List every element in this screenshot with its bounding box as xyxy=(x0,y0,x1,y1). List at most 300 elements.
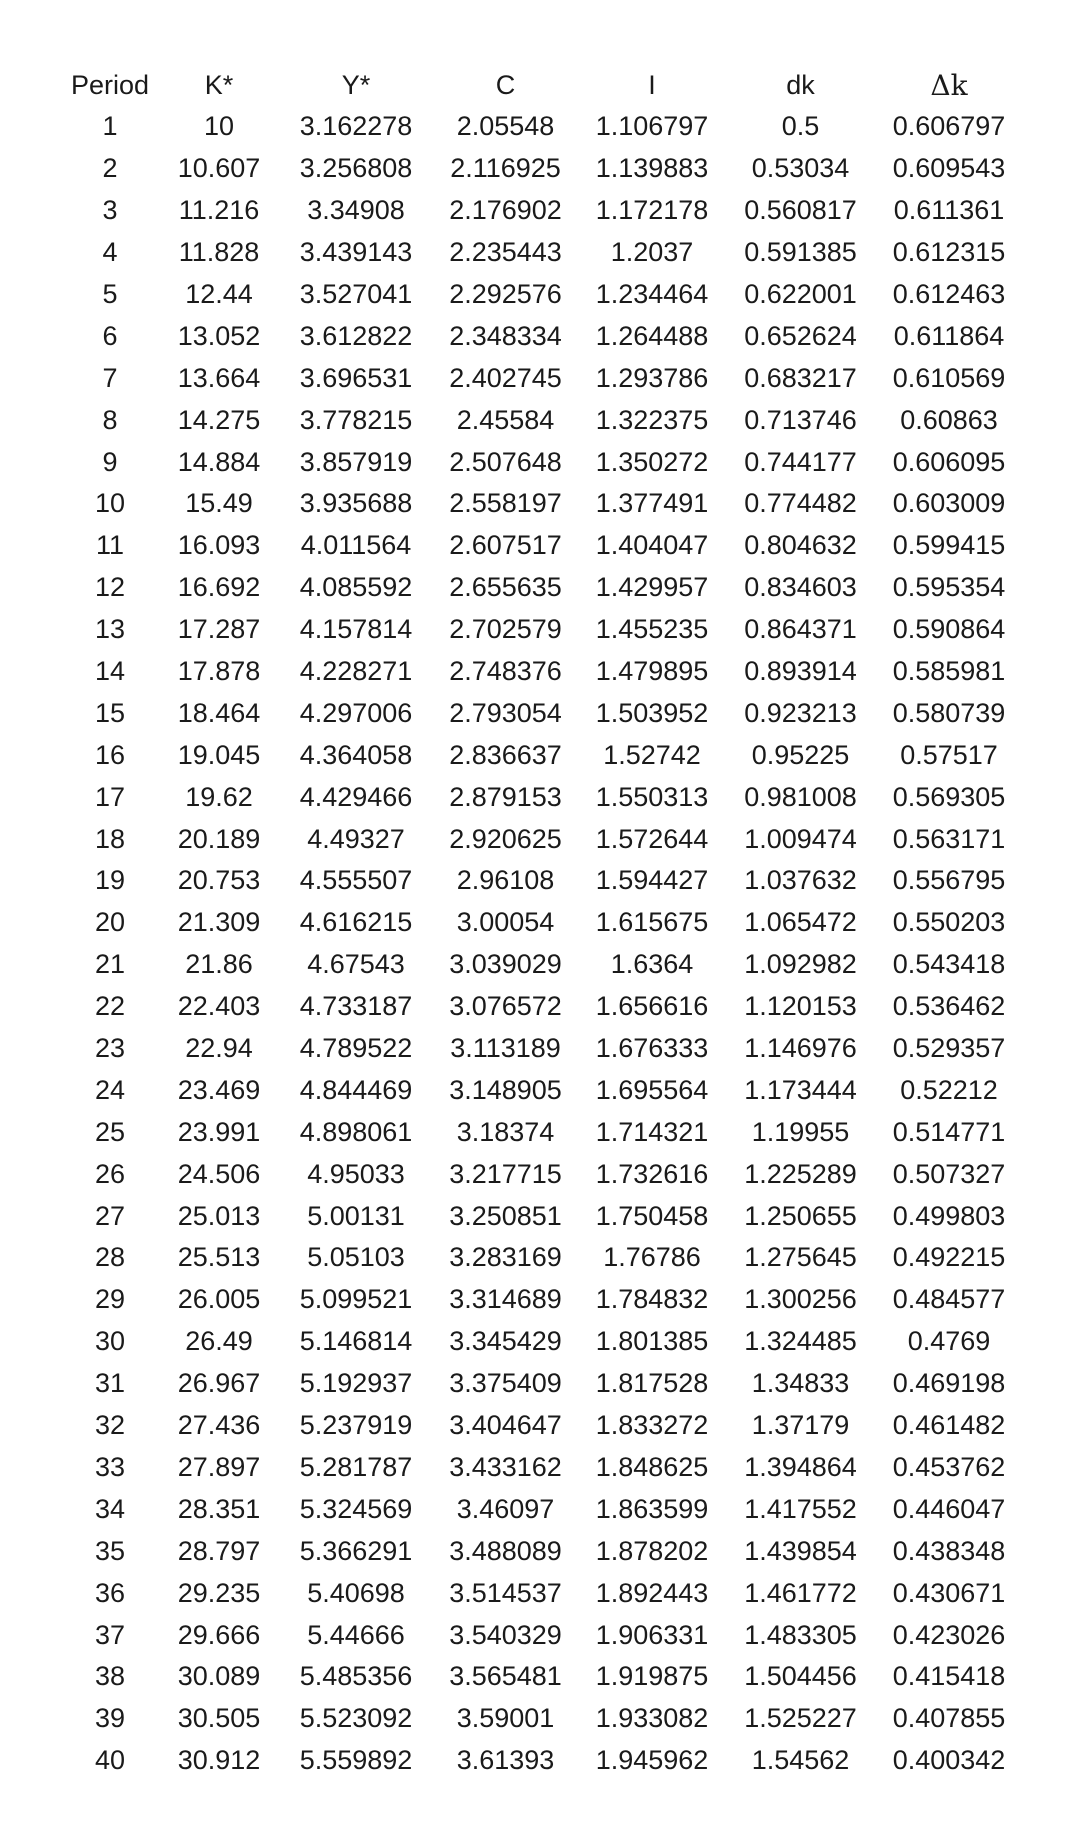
cell-y-star: 5.523092 xyxy=(299,1703,413,1734)
cell-delta-k: 0.461482 xyxy=(892,1410,1006,1441)
cell-k-star: 19.045 xyxy=(177,739,261,770)
table-row xyxy=(62,1111,1022,1153)
cell-delta-k: 0.529357 xyxy=(892,1033,1006,1064)
table-row xyxy=(62,860,1022,902)
cell-i: 1.106797 xyxy=(595,111,709,142)
cell-period: 28 xyxy=(94,1242,126,1273)
cell-delta-k: 0.57517 xyxy=(900,739,998,770)
header-y-star: Y* xyxy=(341,69,371,100)
table-row xyxy=(62,1153,1022,1195)
cell-dk: 0.560817 xyxy=(744,195,857,226)
cell-c: 3.565481 xyxy=(449,1661,562,1692)
cell-period: 36 xyxy=(94,1577,126,1608)
cell-k-star: 10.607 xyxy=(177,153,261,184)
cell-dk: 0.981008 xyxy=(744,781,857,812)
cell-k-star: 21.86 xyxy=(185,949,253,980)
cell-delta-k: 0.543418 xyxy=(892,949,1006,980)
cell-k-star: 14.884 xyxy=(177,446,261,477)
cell-y-star: 5.237919 xyxy=(299,1410,413,1441)
cell-k-star: 25.013 xyxy=(177,1200,261,1231)
cell-i: 1.892443 xyxy=(595,1577,709,1608)
cell-c: 2.879153 xyxy=(449,781,562,812)
header-i: I xyxy=(648,69,656,100)
cell-c: 3.61393 xyxy=(456,1745,555,1776)
cell-dk: 0.591385 xyxy=(744,237,857,268)
cell-delta-k: 0.585981 xyxy=(892,656,1006,687)
table-row xyxy=(62,692,1022,734)
table-row xyxy=(62,651,1022,693)
cell-k-star: 30.089 xyxy=(177,1661,261,1692)
cell-y-star: 3.696531 xyxy=(299,362,413,393)
cell-dk: 1.34833 xyxy=(751,1368,850,1399)
table-row xyxy=(62,1028,1022,1070)
cell-period: 18 xyxy=(94,823,126,854)
cell-y-star: 4.011564 xyxy=(300,530,412,561)
cell-i: 1.429957 xyxy=(595,572,709,603)
cell-k-star: 14.275 xyxy=(177,404,261,435)
cell-y-star: 5.00131 xyxy=(307,1200,405,1231)
cell-period: 13 xyxy=(94,614,126,645)
cell-period: 26 xyxy=(94,1158,126,1189)
cell-delta-k: 0.499803 xyxy=(892,1200,1006,1231)
cell-delta-k: 0.611361 xyxy=(893,195,1005,226)
cell-i: 1.801385 xyxy=(595,1326,709,1357)
cell-delta-k: 0.446047 xyxy=(892,1493,1006,1524)
cell-period: 37 xyxy=(94,1619,126,1650)
table-row xyxy=(62,483,1022,525)
cell-period: 39 xyxy=(94,1703,126,1734)
cell-y-star: 4.616215 xyxy=(299,907,413,938)
cell-c: 2.402745 xyxy=(449,362,562,393)
table-row xyxy=(62,818,1022,860)
cell-i: 1.817528 xyxy=(595,1368,709,1399)
cell-k-star: 26.49 xyxy=(185,1326,253,1357)
cell-y-star: 4.555507 xyxy=(299,865,413,896)
cell-y-star: 4.297006 xyxy=(299,697,413,728)
table-row xyxy=(62,902,1022,944)
cell-y-star: 5.40698 xyxy=(307,1577,405,1608)
table-row xyxy=(62,734,1022,776)
cell-c: 3.00054 xyxy=(456,907,555,938)
cell-i: 1.172178 xyxy=(595,195,709,226)
cell-delta-k: 0.590864 xyxy=(892,614,1006,645)
cell-period: 17 xyxy=(94,781,126,812)
cell-c: 2.292576 xyxy=(449,279,562,309)
cell-y-star: 5.485356 xyxy=(299,1661,413,1692)
table-row xyxy=(62,148,1022,190)
cell-k-star: 27.897 xyxy=(177,1451,261,1482)
cell-c: 3.113189 xyxy=(450,1033,561,1064)
cell-i: 1.455235 xyxy=(595,614,709,645)
cell-dk: 0.5 xyxy=(781,111,820,142)
cell-c: 2.748376 xyxy=(449,656,562,687)
table-row xyxy=(62,525,1022,567)
cell-c: 3.283169 xyxy=(449,1242,562,1273)
cell-delta-k: 0.580739 xyxy=(892,697,1006,728)
cell-k-star: 10 xyxy=(203,111,235,142)
cell-delta-k: 0.606797 xyxy=(892,111,1006,142)
cell-delta-k: 0.400342 xyxy=(892,1745,1006,1776)
cell-delta-k: 0.492215 xyxy=(892,1242,1006,1273)
cell-period: 25 xyxy=(94,1116,126,1147)
header-delta-k: Δk xyxy=(930,68,968,102)
cell-i: 1.52742 xyxy=(603,739,701,770)
cell-i: 1.293786 xyxy=(595,362,709,393)
cell-c: 3.314689 xyxy=(449,1284,562,1315)
cell-c: 2.836637 xyxy=(449,739,562,770)
table-row xyxy=(62,1740,1022,1782)
cell-y-star: 3.162278 xyxy=(299,111,413,142)
table-row xyxy=(62,1698,1022,1740)
cell-k-star: 24.506 xyxy=(177,1158,261,1189)
cell-k-star: 17.878 xyxy=(177,656,261,687)
table-row xyxy=(62,1614,1022,1656)
cell-c: 3.59001 xyxy=(456,1703,555,1734)
cell-period: 40 xyxy=(94,1745,126,1776)
cell-dk: 0.923213 xyxy=(744,697,857,728)
cell-dk: 1.394864 xyxy=(744,1451,857,1482)
cell-dk: 0.683217 xyxy=(744,362,857,393)
cell-period: 21 xyxy=(94,949,126,980)
cell-dk: 0.893914 xyxy=(744,656,857,687)
cell-i: 1.878202 xyxy=(595,1535,709,1566)
cell-delta-k: 0.536462 xyxy=(892,991,1006,1022)
cell-k-star: 25.513 xyxy=(177,1242,261,1273)
cell-k-star: 23.991 xyxy=(177,1116,261,1147)
cell-dk: 1.504456 xyxy=(744,1661,857,1692)
cell-y-star: 5.099521 xyxy=(299,1284,413,1315)
cell-i: 1.503952 xyxy=(595,697,709,728)
cell-i: 1.714321 xyxy=(595,1116,709,1147)
cell-c: 2.235443 xyxy=(449,237,562,268)
table-row xyxy=(62,776,1022,818)
cell-period: 12 xyxy=(94,572,126,603)
cell-i: 1.2037 xyxy=(610,237,694,268)
cell-k-star: 20.189 xyxy=(177,823,261,854)
cell-period: 2 xyxy=(102,153,118,184)
table-row xyxy=(62,609,1022,651)
cell-dk: 1.439854 xyxy=(744,1535,857,1566)
cell-delta-k: 0.595354 xyxy=(892,572,1006,603)
cell-dk: 0.53034 xyxy=(751,153,850,184)
cell-i: 1.572644 xyxy=(595,823,709,854)
cell-dk: 1.120153 xyxy=(744,991,857,1022)
cell-delta-k: 0.599415 xyxy=(892,530,1006,561)
cell-dk: 1.092982 xyxy=(744,949,857,980)
cell-dk: 0.834603 xyxy=(744,572,857,603)
cell-k-star: 20.753 xyxy=(177,865,261,896)
data-table xyxy=(62,64,1022,1782)
table-row xyxy=(62,1279,1022,1321)
table-row xyxy=(62,567,1022,609)
cell-period: 33 xyxy=(94,1451,126,1482)
cell-y-star: 4.085592 xyxy=(299,572,413,603)
cell-dk: 1.225289 xyxy=(744,1158,857,1189)
cell-period: 19 xyxy=(94,865,126,896)
table-row xyxy=(62,986,1022,1028)
cell-period: 29 xyxy=(94,1284,126,1315)
cell-delta-k: 0.612463 xyxy=(892,279,1006,309)
cell-period: 15 xyxy=(94,697,126,728)
cell-delta-k: 0.507327 xyxy=(892,1158,1006,1189)
header-dk: dk xyxy=(786,69,815,100)
cell-i: 1.322375 xyxy=(595,404,709,435)
cell-i: 1.350272 xyxy=(595,446,709,477)
cell-c: 2.507648 xyxy=(449,446,562,477)
cell-dk: 1.19955 xyxy=(751,1116,850,1147)
cell-y-star: 4.844469 xyxy=(299,1074,413,1105)
cell-delta-k: 0.606095 xyxy=(892,446,1006,477)
cell-c: 2.96108 xyxy=(456,865,555,896)
cell-c: 3.345429 xyxy=(449,1326,562,1357)
table-row xyxy=(62,1488,1022,1530)
cell-k-star: 27.436 xyxy=(177,1410,261,1441)
table-body xyxy=(62,106,1022,1782)
cell-delta-k: 0.484577 xyxy=(892,1284,1006,1315)
cell-i: 1.732616 xyxy=(595,1158,709,1189)
cell-k-star: 23.469 xyxy=(177,1074,261,1105)
cell-delta-k: 0.415418 xyxy=(892,1661,1006,1692)
header-k-star: K* xyxy=(204,69,234,100)
cell-i: 1.906331 xyxy=(595,1619,709,1650)
cell-y-star: 3.34908 xyxy=(307,195,405,226)
table-row xyxy=(62,1405,1022,1447)
cell-y-star: 5.146814 xyxy=(299,1326,413,1357)
cell-y-star: 4.95033 xyxy=(307,1158,405,1189)
cell-period: 16 xyxy=(94,739,126,770)
cell-k-star: 29.235 xyxy=(177,1577,261,1608)
cell-k-star: 15.49 xyxy=(185,488,253,519)
cell-k-star: 13.052 xyxy=(177,320,261,351)
cell-i: 1.550313 xyxy=(595,781,709,812)
table-row xyxy=(62,274,1022,316)
cell-dk: 1.300256 xyxy=(744,1284,857,1315)
spreadsheet-table-container xyxy=(62,64,1022,1782)
cell-k-star: 26.967 xyxy=(177,1368,261,1399)
cell-dk: 1.483305 xyxy=(744,1619,857,1650)
cell-delta-k: 0.611864 xyxy=(893,320,1005,351)
cell-dk: 0.95225 xyxy=(751,739,850,770)
table-row xyxy=(62,315,1022,357)
cell-i: 1.848625 xyxy=(595,1451,709,1482)
cell-i: 1.933082 xyxy=(595,1703,709,1734)
cell-dk: 1.461772 xyxy=(744,1577,857,1608)
cell-delta-k: 0.453762 xyxy=(892,1451,1006,1482)
cell-c: 3.18374 xyxy=(456,1116,555,1147)
cell-c: 2.05548 xyxy=(456,111,555,142)
cell-y-star: 4.429466 xyxy=(299,781,413,812)
cell-y-star: 4.898061 xyxy=(299,1116,413,1147)
cell-y-star: 3.527041 xyxy=(299,279,413,309)
cell-delta-k: 0.550203 xyxy=(892,907,1006,938)
cell-delta-k: 0.514771 xyxy=(892,1116,1006,1147)
cell-period: 22 xyxy=(94,991,126,1022)
cell-dk: 0.652624 xyxy=(744,320,857,351)
cell-period: 20 xyxy=(94,907,126,938)
table-row xyxy=(62,1447,1022,1489)
table-row xyxy=(62,357,1022,399)
cell-k-star: 11.216 xyxy=(178,195,260,226)
cell-period: 4 xyxy=(102,237,118,268)
cell-dk: 1.37179 xyxy=(751,1410,850,1441)
cell-dk: 1.009474 xyxy=(744,823,857,854)
table-row xyxy=(62,1069,1022,1111)
table-row xyxy=(62,106,1022,148)
cell-period: 31 xyxy=(94,1368,126,1399)
cell-c: 3.514537 xyxy=(449,1577,562,1608)
cell-k-star: 22.94 xyxy=(185,1033,253,1064)
cell-c: 2.348334 xyxy=(449,320,562,351)
table-row xyxy=(62,232,1022,274)
cell-k-star: 29.666 xyxy=(177,1619,261,1650)
cell-c: 3.375409 xyxy=(449,1368,562,1399)
cell-c: 3.433162 xyxy=(449,1451,562,1482)
table-row xyxy=(62,1237,1022,1279)
table-row xyxy=(62,399,1022,441)
cell-i: 1.404047 xyxy=(595,530,709,561)
cell-i: 1.784832 xyxy=(595,1284,709,1315)
cell-c: 3.076572 xyxy=(449,991,562,1022)
cell-y-star: 4.364058 xyxy=(299,739,413,770)
cell-dk: 1.324485 xyxy=(744,1326,857,1357)
cell-i: 1.656616 xyxy=(595,991,709,1022)
cell-i: 1.6364 xyxy=(610,949,694,980)
cell-delta-k: 0.469198 xyxy=(892,1368,1006,1399)
cell-period: 14 xyxy=(94,656,126,687)
cell-period: 7 xyxy=(102,362,118,393)
cell-dk: 1.146976 xyxy=(744,1033,857,1064)
cell-i: 1.264488 xyxy=(595,320,709,351)
cell-period: 1 xyxy=(102,111,118,142)
cell-c: 3.540329 xyxy=(449,1619,562,1650)
cell-i: 1.695564 xyxy=(595,1074,709,1105)
cell-y-star: 4.733187 xyxy=(299,991,413,1022)
cell-c: 2.655635 xyxy=(449,572,562,603)
cell-c: 2.558197 xyxy=(449,488,562,519)
cell-dk: 1.173444 xyxy=(744,1074,857,1105)
cell-y-star: 4.157814 xyxy=(299,614,413,645)
cell-dk: 0.713746 xyxy=(744,404,857,435)
cell-i: 1.615675 xyxy=(595,907,709,938)
cell-i: 1.945962 xyxy=(595,1745,709,1776)
cell-i: 1.139883 xyxy=(595,153,709,184)
cell-k-star: 28.797 xyxy=(177,1535,261,1566)
cell-y-star: 4.228271 xyxy=(299,656,413,687)
cell-k-star: 13.664 xyxy=(177,362,261,393)
cell-k-star: 17.287 xyxy=(177,614,261,645)
cell-k-star: 28.351 xyxy=(177,1493,261,1524)
cell-delta-k: 0.610569 xyxy=(892,362,1006,393)
cell-delta-k: 0.603009 xyxy=(892,488,1006,519)
cell-period: 27 xyxy=(94,1200,126,1231)
cell-delta-k: 0.423026 xyxy=(892,1619,1006,1650)
table-row xyxy=(62,1321,1022,1363)
cell-i: 1.833272 xyxy=(595,1410,709,1441)
cell-y-star: 3.256808 xyxy=(299,153,413,184)
cell-c: 3.250851 xyxy=(449,1200,562,1231)
cell-period: 32 xyxy=(94,1410,126,1441)
cell-y-star: 5.05103 xyxy=(307,1242,405,1273)
cell-k-star: 16.692 xyxy=(177,572,261,603)
table-row xyxy=(62,1363,1022,1405)
cell-y-star: 4.49327 xyxy=(307,823,405,854)
cell-c: 2.116925 xyxy=(450,153,561,184)
cell-k-star: 18.464 xyxy=(177,697,261,728)
cell-c: 2.176902 xyxy=(449,195,562,226)
cell-period: 10 xyxy=(94,488,126,519)
cell-k-star: 30.505 xyxy=(177,1703,261,1734)
cell-c: 2.920625 xyxy=(449,823,562,854)
table-row xyxy=(62,944,1022,986)
cell-delta-k: 0.563171 xyxy=(892,823,1006,854)
cell-y-star: 5.324569 xyxy=(299,1493,413,1524)
cell-y-star: 3.439143 xyxy=(299,237,413,268)
cell-dk: 0.622001 xyxy=(744,279,857,309)
cell-k-star: 22.403 xyxy=(177,991,261,1022)
table-row xyxy=(62,441,1022,483)
header-c: C xyxy=(495,69,516,100)
cell-c: 3.039029 xyxy=(449,949,562,980)
table-row xyxy=(62,1195,1022,1237)
cell-c: 2.607517 xyxy=(449,530,562,561)
cell-k-star: 21.309 xyxy=(177,907,261,938)
cell-period: 38 xyxy=(94,1661,126,1692)
cell-dk: 0.774482 xyxy=(744,488,857,519)
cell-period: 24 xyxy=(94,1074,126,1105)
cell-delta-k: 0.556795 xyxy=(892,865,1006,896)
cell-c: 2.45584 xyxy=(456,404,555,435)
cell-k-star: 26.005 xyxy=(177,1284,261,1315)
cell-c: 3.488089 xyxy=(449,1535,562,1566)
cell-c: 3.148905 xyxy=(449,1074,562,1105)
cell-y-star: 4.67543 xyxy=(307,949,405,980)
cell-y-star: 3.857919 xyxy=(299,446,413,477)
cell-period: 11 xyxy=(95,530,125,561)
cell-delta-k: 0.407855 xyxy=(892,1703,1006,1734)
table-row xyxy=(62,1530,1022,1572)
table-row xyxy=(62,190,1022,232)
cell-delta-k: 0.60863 xyxy=(900,404,998,435)
cell-period: 35 xyxy=(94,1535,126,1566)
cell-delta-k: 0.569305 xyxy=(892,781,1006,812)
header-period: Period xyxy=(70,69,150,100)
cell-c: 2.793054 xyxy=(449,697,562,728)
header-row xyxy=(62,64,1022,106)
cell-delta-k: 0.52212 xyxy=(900,1074,998,1105)
cell-i: 1.234464 xyxy=(595,279,709,309)
cell-i: 1.919875 xyxy=(595,1661,709,1692)
cell-period: 9 xyxy=(102,446,118,477)
cell-c: 3.46097 xyxy=(456,1493,555,1524)
cell-y-star: 5.559892 xyxy=(299,1745,413,1776)
cell-dk: 0.744177 xyxy=(744,446,857,477)
cell-y-star: 5.281787 xyxy=(299,1451,413,1482)
cell-y-star: 3.935688 xyxy=(299,488,413,519)
cell-delta-k: 0.438348 xyxy=(892,1535,1006,1566)
cell-dk: 1.275645 xyxy=(744,1242,857,1273)
table-row xyxy=(62,1656,1022,1698)
cell-k-star: 11.828 xyxy=(178,237,260,268)
cell-period: 6 xyxy=(102,320,118,351)
cell-period: 8 xyxy=(102,404,118,435)
cell-y-star: 3.612822 xyxy=(299,320,413,351)
cell-dk: 0.804632 xyxy=(744,530,857,561)
cell-dk: 1.54562 xyxy=(751,1745,850,1776)
cell-period: 23 xyxy=(94,1033,126,1064)
table-row xyxy=(62,1572,1022,1614)
cell-delta-k: 0.609543 xyxy=(892,153,1006,184)
cell-delta-k: 0.4769 xyxy=(907,1326,991,1357)
